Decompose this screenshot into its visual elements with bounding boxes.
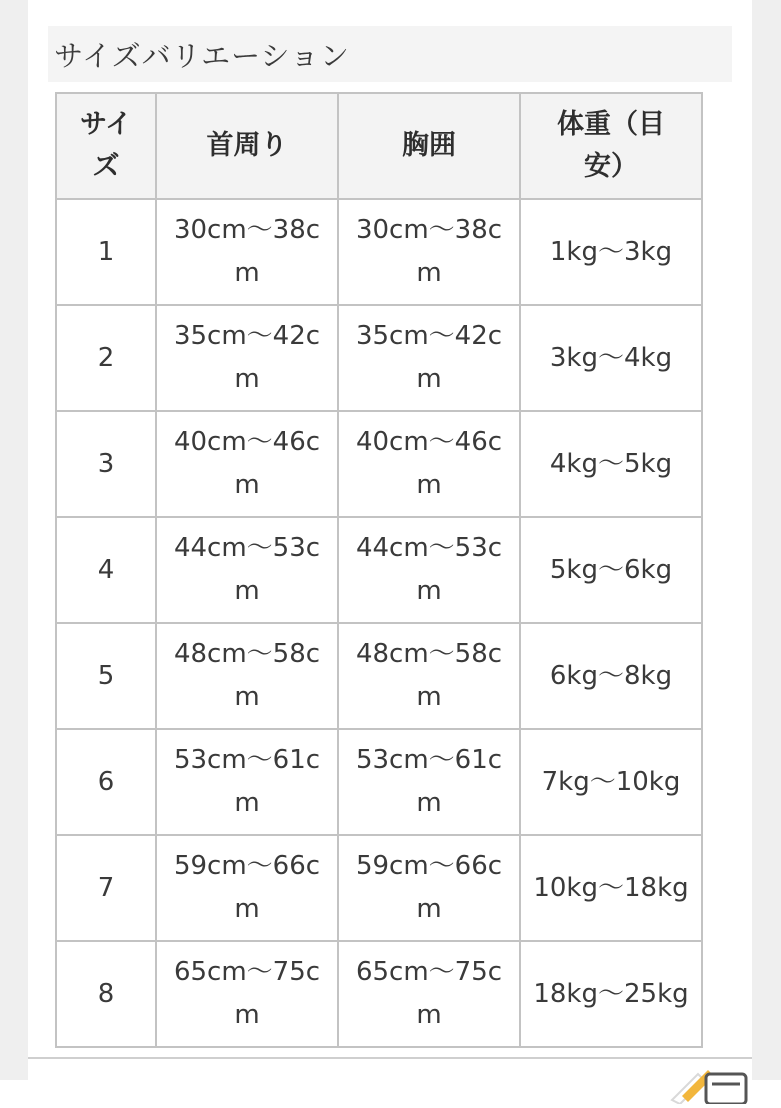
page-right-margin	[752, 0, 781, 1080]
cell-weight: 5kg〜6kg	[520, 517, 702, 623]
cell-size: 8	[56, 941, 156, 1047]
table-row	[56, 411, 702, 517]
table-row	[56, 199, 702, 305]
cell-weight: 7kg〜10kg	[520, 729, 702, 835]
cell-size: 5	[56, 623, 156, 729]
cell-chest: 40cm〜46cm	[338, 411, 520, 517]
article-content	[28, 0, 752, 1080]
cell-weight: 10kg〜18kg	[520, 835, 702, 941]
header-weight: 体重（目安）	[520, 93, 702, 199]
cell-size: 6	[56, 729, 156, 835]
table-row	[56, 517, 702, 623]
table-header-row	[56, 93, 702, 199]
cell-chest: 44cm〜53cm	[338, 517, 520, 623]
cell-neck: 40cm〜46cm	[156, 411, 338, 517]
cell-chest: 35cm〜42cm	[338, 305, 520, 411]
header-size: サイズ	[56, 93, 156, 199]
table-row	[56, 835, 702, 941]
cell-size: 2	[56, 305, 156, 411]
section-heading-size-variations: サイズバリエーション	[48, 26, 732, 82]
table-row	[56, 305, 702, 411]
page-left-margin	[0, 0, 28, 1080]
cell-chest: 53cm〜61cm	[338, 729, 520, 835]
cell-weight: 1kg〜3kg	[520, 199, 702, 305]
cell-size: 4	[56, 517, 156, 623]
cell-neck: 30cm〜38cm	[156, 199, 338, 305]
cell-weight: 4kg〜5kg	[520, 411, 702, 517]
cell-chest: 59cm〜66cm	[338, 835, 520, 941]
cell-neck: 35cm〜42cm	[156, 305, 338, 411]
cell-size: 7	[56, 835, 156, 941]
cell-neck: 59cm〜66cm	[156, 835, 338, 941]
cell-weight: 3kg〜4kg	[520, 305, 702, 411]
header-neck: 首周り	[156, 93, 338, 199]
size-variation-table	[55, 92, 703, 1048]
cell-weight: 6kg〜8kg	[520, 623, 702, 729]
cell-chest: 48cm〜58cm	[338, 623, 520, 729]
cell-neck: 44cm〜53cm	[156, 517, 338, 623]
header-chest: 胸囲	[338, 93, 520, 199]
cell-neck: 48cm〜58cm	[156, 623, 338, 729]
table-row	[56, 729, 702, 835]
cell-chest: 65cm〜75cm	[338, 941, 520, 1047]
cell-chest: 30cm〜38cm	[338, 199, 520, 305]
cell-weight: 18kg〜25kg	[520, 941, 702, 1047]
cell-neck: 65cm〜75cm	[156, 941, 338, 1047]
content-bottom-divider	[28, 1057, 752, 1059]
cell-size: 3	[56, 411, 156, 517]
table-row	[56, 941, 702, 1047]
edit-pencil-icon[interactable]	[668, 1044, 781, 1104]
cell-neck: 53cm〜61cm	[156, 729, 338, 835]
table-row	[56, 623, 702, 729]
cell-size: 1	[56, 199, 156, 305]
